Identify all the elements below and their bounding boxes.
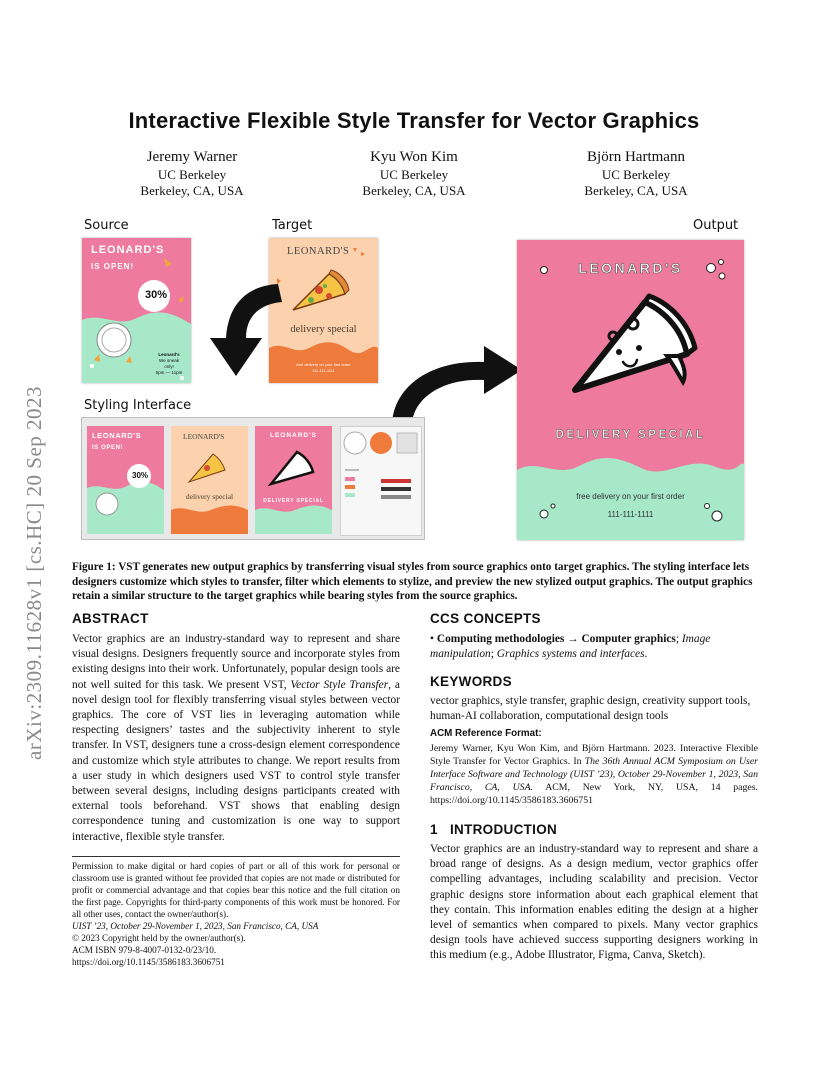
ccs-concepts (430, 632, 758, 662)
author-2 (304, 147, 524, 199)
mini-source-poster (87, 426, 164, 534)
abstract-text-part: , a novel design tool for flexibly transferring visual styles between vector graphics. The core of VST lies in leveraging automation while respecting designers’ tastes and the subjectivity inherent to style transfer. In VST, designers tune a cross-design element correspondence and customize which style attributes to change. We report results from a user study in which designers used VST to control style transfer between several designs, including designs participants created with external tools beforehand. VST shows that enabling design correspondence tuning and customization is one way to support interactive, flexible style transfer. (72, 678, 400, 843)
permission-doi: https://doi.org/10.1145/3586183.3606751 (72, 957, 225, 967)
source-poster-badge: 30% (145, 289, 168, 301)
author-name: Kyu Won Kim (370, 149, 458, 165)
author-location: Berkeley, CA, USA (362, 183, 466, 198)
acm-reference-text (430, 742, 758, 807)
ccs-separator: ; (675, 633, 682, 645)
styling-interface-label: Styling Interface (84, 398, 192, 413)
source-poster-footer (154, 352, 184, 376)
intro-text: Vector graphics are an industry-standard way to represent and share a broad range of designs. As a design medium, vector graphics offer compelling advantages, including scalability and precision. Vector graphic designs store information about each graphical element that they contain. This information enables editing the design at a higher level of semantics when compared to pixels. Many vector graphics design tools have achieved success supporting designers working in this medium (e.g., Adobe Illustrator, Figma, Canva, Sketch). (430, 843, 758, 962)
ccs-bullet: • (430, 633, 437, 645)
output-poster-footer-1: free delivery on your first order (576, 492, 685, 501)
mini-output-poster (255, 426, 332, 534)
ccs-term: Image manipulation (430, 633, 711, 661)
mini-source-subtitle: IS OPEN! (92, 445, 124, 451)
source-poster-title: LEONARD'S (91, 244, 165, 256)
source-poster-subtitle: IS OPEN! (91, 262, 135, 271)
author-1 (82, 147, 302, 199)
acm-ref-part: Jeremy Warner, Kyu Won Kim, and Björn Hartmann. 2023. Interactive Flexible Style Transfer for Vector Graphics. In (430, 743, 758, 767)
target-poster-tagline: delivery special (290, 324, 357, 335)
ccs-separator: ; (490, 648, 497, 661)
author-affiliation: UC Berkeley (379, 167, 449, 182)
ccs-term: Graphics systems and interfaces (496, 648, 645, 661)
acm-reference-heading: ACM Reference Format: (430, 728, 542, 739)
author-3 (526, 147, 746, 199)
author-name: Björn Hartmann (587, 149, 685, 165)
styling-interface-screenshot (81, 417, 425, 540)
acm-ref-venue: The 36th Annual ACM Symposium on User Interface Software and Technology (UIST ’23), October 29-November 1, 2023, San Francisco, CA, USA. (430, 756, 758, 793)
target-footer-line: free delivery on your first order (296, 362, 351, 367)
target-footer-line: 111-111-1111 (312, 368, 335, 373)
output-poster-tagline: DELIVERY SPECIAL (555, 429, 706, 441)
acm-ref-part: ACM, New York, NY, USA, 14 pages. https://doi.org/10.1145/3586183.3606751 (430, 782, 759, 806)
mini-output-tagline: DELIVERY SPECIAL (263, 498, 324, 504)
target-poster-title: LEONARD'S (287, 246, 350, 257)
abstract-emphasis: Vector Style Transfer (290, 678, 389, 691)
abstract-text (72, 632, 400, 845)
figure-caption: Figure 1: VST generates new output graphics by transferring visual styles from source graphics onto target graphics. The styling interface lets designers customize which styles to transfer, filter which elements to stylize, and preview the new stylized output graphics. The output graphics retain a similar structure to the target graphics while bearing styles from the source graphics. (72, 561, 753, 602)
source-footer-line: 5pm — 11pm (155, 370, 183, 375)
mini-source-badge: 30% (132, 471, 149, 480)
mini-output-title: LEONARD'S (269, 432, 318, 439)
intro-title: INTRODUCTION (449, 822, 558, 837)
permission-isbn: ACM ISBN 979-8-4007-0132-0/23/10. (72, 945, 217, 955)
keywords-text: vector graphics, style transfer, graphic design, creativity support tools, human-AI collaboration, computational design tools (430, 695, 751, 723)
output-poster-title: LEONARD'S (578, 260, 683, 276)
intro-heading (430, 822, 557, 837)
source-footer-line: Leonard's (158, 352, 180, 357)
ccs-heading: CCS CONCEPTS (430, 611, 541, 626)
output-poster (517, 240, 744, 540)
mini-target-tagline: delivery special (185, 492, 234, 501)
author-affiliation: UC Berkeley (601, 167, 671, 182)
source-label: Source (84, 218, 129, 233)
right-arrow-icon (386, 332, 526, 424)
permission-text: Permission to make digital or hard copies of part or all of this work for personal or classroom use is granted without fee provided that copies are not made or distributed for profit or commercial advantage and that copies bear this notice and the full citation on the first page. Copyrights for third-party components of this work must be honored. For all other uses, contact the owner/author(s). (72, 861, 400, 919)
abstract-heading: ABSTRACT (72, 611, 149, 626)
keywords-heading: KEYWORDS (430, 674, 512, 689)
permission-venue: UIST ’23, October 29-November 1, 2023, San Francisco, CA, USA (72, 921, 319, 931)
output-label: Output (693, 218, 739, 233)
intro-number: 1 (430, 822, 438, 837)
author-affiliation: UC Berkeley (157, 167, 227, 182)
arxiv-stamp: arXiv:2309.11628v1 [cs.HC] 20 Sep 2023 (22, 385, 46, 760)
author-location: Berkeley, CA, USA (140, 183, 244, 198)
paper-title: Interactive Flexible Style Transfer for Vector Graphics (128, 108, 700, 133)
down-arrow-icon (190, 276, 290, 386)
output-poster-footer-2: 111-111-1111 (607, 510, 654, 519)
source-footer-line: We sneak only! (159, 358, 179, 369)
mini-source-title: LEONARD'S (92, 431, 142, 440)
mini-target-poster (171, 426, 248, 534)
permission-copyright: © 2023 Copyright held by the owner/author(s). (72, 933, 246, 943)
footnote-divider (72, 856, 400, 857)
ccs-end: . (644, 648, 648, 661)
mini-target-title: LEONARD'S (183, 432, 225, 441)
author-location: Berkeley, CA, USA (584, 183, 688, 198)
ccs-primary: Computing methodologies → Computer graphics (436, 633, 676, 645)
source-poster (82, 238, 191, 383)
abstract-text-part: Vector graphics are an industry-standard way to represent and share visual designs. Designers frequently source and incorporate styles from existing designs into their work. Unfortunately, popular design tools are not well suited for this task. We present VST, (72, 633, 400, 691)
mini-style-panel (340, 426, 422, 536)
author-name: Jeremy Warner (146, 149, 238, 165)
target-label: Target (272, 218, 313, 233)
permission-block (72, 860, 400, 968)
